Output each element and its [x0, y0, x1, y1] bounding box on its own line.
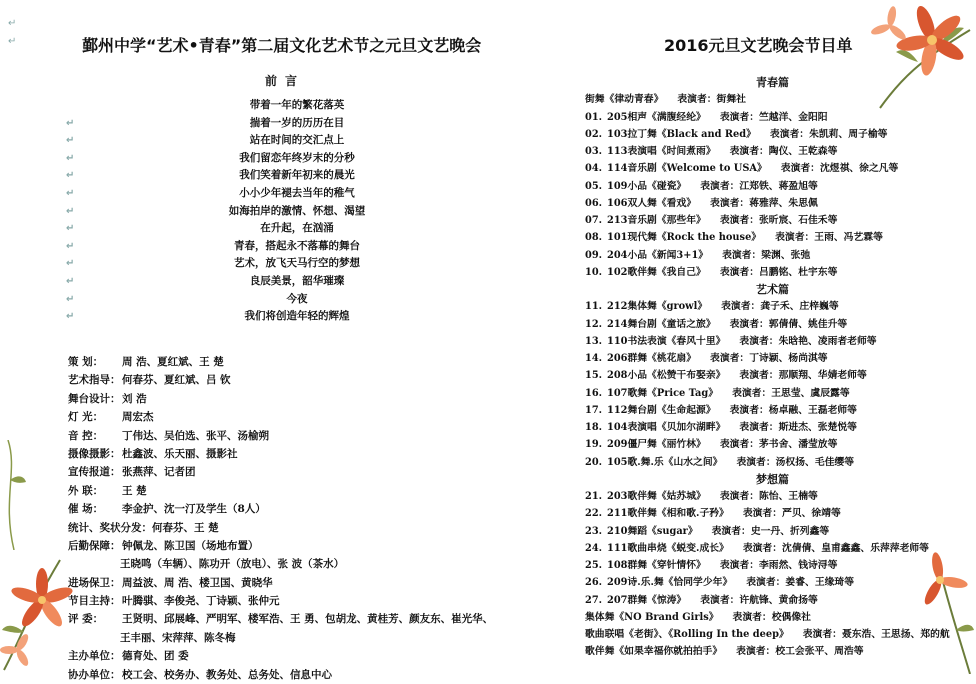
- program-item-number: 21.: [585, 491, 603, 502]
- credit-row: 评 委： 王贤明、邱展峰、严明军、楼军浩、王 勇、包胡龙、黄桂芳、颜友东、崔光华、: [68, 613, 494, 626]
- program-item-number: 18.: [585, 422, 603, 433]
- poem-line: ↵ 站在时间的交汇点上: [66, 134, 345, 147]
- program-item-title: 106双人舞《看戏》: [607, 197, 697, 209]
- poem-line: ↵ 良辰美景，韶华璀璨: [66, 274, 345, 287]
- program-item-title: 208小品《松赞干布娶亲》: [607, 370, 726, 382]
- program-item-number: 05.: [585, 180, 603, 192]
- program-item-performers: 表演者：郭倩倩、姚佳升等: [729, 318, 848, 330]
- program-item-title: 109小品《碰瓷》: [607, 180, 687, 192]
- preface-heading: 前言: [265, 74, 306, 88]
- program-item-title: 104表演唱《贝加尔湖畔》: [607, 422, 726, 433]
- program-item-title: 213音乐剧《那些年》: [607, 215, 706, 226]
- program-item-performers: 表演者：陶仪、王乾森等: [729, 146, 838, 157]
- document-title: 鄞州中学“艺术•青春”第二届文化艺术节之元旦文艺晚会: [82, 36, 482, 55]
- program-title: 2016元旦文艺晚会节目单: [664, 36, 853, 55]
- program-item-title: 110书法表演《春风十里》: [607, 335, 726, 347]
- program-item-title: 街舞《律动青春》: [585, 94, 664, 106]
- paragraph-mark-icon: ↵: [8, 36, 17, 47]
- credit-row: 宣传报道： 张燕萍、记者团: [68, 466, 196, 479]
- program-item: [585, 574, 970, 591]
- program-item-performers: 表演者：陈怡、王楠等: [719, 491, 818, 502]
- program-item-title: 102歌伴舞《我自己》: [607, 266, 706, 278]
- poem-line: ↵ 揣着一岁的历历在目: [66, 116, 345, 129]
- program-item-number: 17.: [585, 404, 603, 416]
- program-item-number: 19.: [585, 439, 603, 451]
- program-item-title: 211歌伴舞《相和歌.子矜》: [607, 508, 729, 520]
- program-item-performers: 表演者：江郑铁、蒋盈旭等: [700, 180, 818, 192]
- program-item: [585, 609, 970, 626]
- credit-row: 协办单位： 校工会、校务办、教务处、总务处、信息中心: [68, 668, 332, 681]
- program-list: [585, 74, 970, 661]
- credit-row: 主办单位： 德育处、团 委: [68, 650, 189, 663]
- program-item-performers: 表演者：校偶像社: [732, 611, 811, 623]
- program-item-performers: 表演者：蒋雅萍、朱思佩: [710, 197, 818, 209]
- program-item: [585, 178, 970, 195]
- program-item-performers: 表演者：张昕宸、石佳禾等: [719, 215, 838, 226]
- program-item: [585, 126, 970, 143]
- program-item-title: 103拉丁舞《Black and Red》: [607, 128, 756, 140]
- credit-row: 节目主持： 叶腾骐、李俊尧、丁诗颖、张仲元: [68, 595, 280, 608]
- vine-decoration-left: [0, 440, 30, 550]
- program-item: [585, 264, 970, 281]
- program-item-title: 112舞台剧《生命起源》: [607, 404, 716, 416]
- program-item-title: 209僵尸舞《丽竹林》: [607, 439, 706, 451]
- poem-line: ↵ 我们留恋年终岁末的分秒: [66, 151, 355, 164]
- program-item-number: 06.: [585, 197, 603, 209]
- program-item: [585, 402, 970, 419]
- program-section-heading: 梦想篇: [756, 472, 789, 486]
- program-item-number: 25.: [585, 560, 603, 571]
- program-item-performers: 表演者：王雨、冯艺霖等: [775, 232, 883, 244]
- program-item: [585, 488, 970, 505]
- program-item-performers: 表演者：吕鹏铭、杜宇东等: [719, 266, 838, 278]
- credit-row: 摄像摄影： 杜鑫波、乐天丽、摄影社: [68, 447, 238, 460]
- program-section-heading: 艺术篇: [756, 283, 789, 296]
- program-item-title: 204小品《新闻3+1》: [607, 249, 709, 261]
- program-item: [585, 333, 970, 350]
- poem-line: ↵ 如海拍岸的激情、怀想、渴望: [66, 204, 366, 217]
- program-item-performers: 表演者：街舞社: [677, 94, 746, 106]
- program-item-number: 23.: [585, 525, 603, 537]
- program-item-performers: 表演者：朱晗艳、凌雨者老师等: [739, 335, 877, 347]
- program-item: [585, 385, 970, 402]
- program-item: [585, 195, 970, 212]
- program-item-performers: 表演者：汤权扬、毛佳缨等: [736, 456, 855, 468]
- program-item-title: 205相声《满腹经纶》: [607, 111, 706, 123]
- program-item-title: 207群舞《惊涛》: [607, 594, 687, 606]
- program-item: [585, 350, 970, 367]
- poem-line: ↵ 今夜: [66, 292, 308, 305]
- program-item: [585, 160, 970, 177]
- program-item-title: 108群舞《穿针情怀》: [607, 560, 706, 571]
- program-item: [585, 367, 970, 384]
- program-section-heading: 青春篇: [756, 76, 789, 89]
- credit-row: 后勤保障： 钟佩龙、陈卫国（场地布置）: [68, 539, 259, 552]
- program-item: [585, 592, 970, 609]
- poem-line: ↵ 我们笑着新年初来的晨光: [66, 169, 355, 182]
- program-item: [585, 229, 970, 246]
- program-item-performers: 表演者：姜睿、王缘琦等: [746, 577, 855, 589]
- program-item-number: 24.: [585, 542, 603, 554]
- program-item-performers: 表演者：李雨然、钱诗浔等: [719, 560, 838, 571]
- program-item: [585, 523, 970, 540]
- program-item-title: 105歌.舞.乐《山水之间》: [607, 456, 723, 468]
- program-item-performers: 表演者：茅书舍、潘莹放等: [719, 439, 838, 451]
- credit-row: 进场保卫： 周益波、周 浩、楼卫国、黄晓华: [68, 576, 273, 589]
- program-item-number: 14.: [585, 353, 603, 364]
- program-item-title: 歌曲联唱《老街》、《Rolling In the deep》: [585, 629, 789, 640]
- program-item: [585, 419, 970, 436]
- program-item-performers: 表演者：沈煜祺、徐之凡等: [780, 163, 899, 175]
- program-item: [585, 91, 970, 108]
- program-item-number: 10.: [585, 266, 603, 278]
- credit-row: 艺术指导： 何春芬、夏红斌、吕 钦: [68, 374, 231, 387]
- credit-row: 音 控： 丁伟达、吴伯选、张平、汤榆朔: [68, 429, 269, 442]
- paragraph-mark-icon: ↵: [8, 18, 17, 29]
- program-item-title: 113表演唱《时间煮雨》: [607, 146, 716, 157]
- program-item-performers: 表演者：史一丹、折列鑫等: [711, 525, 830, 537]
- poem-line: ↵ 我们将创造年轻的辉煌: [66, 310, 350, 323]
- credit-row: 灯 光： 周宏杰: [68, 411, 154, 424]
- program-item-number: 03.: [585, 146, 603, 157]
- poem-line: ↵ 小小少年褪去当年的稚气: [66, 186, 355, 199]
- program-item-number: 13.: [585, 335, 603, 347]
- program-item-performers: 表演者：王思莹、虞辰露等: [732, 387, 850, 399]
- program-item-title: 212集体舞《growl》: [607, 301, 708, 313]
- program-item: [585, 454, 970, 471]
- program-item-title: 107歌舞《Price Tag》: [607, 387, 719, 399]
- program-item-number: 20.: [585, 456, 603, 468]
- program-item: [585, 298, 970, 315]
- program-item-title: 集体舞《NO Brand Girls》: [585, 611, 719, 623]
- credit-row: 王晓鸣（车辆）、陈功开（放电）、张 波（茶水）: [120, 558, 345, 571]
- program-item-performers: 表演者：严贝、徐靖等: [742, 508, 841, 520]
- staff-credits: [68, 353, 518, 684]
- credit-row: 催 场： 李金护、沈一汀及学生（8人）: [68, 503, 266, 516]
- poem-line: ↵ 青春，搭起永不落幕的舞台: [66, 239, 360, 252]
- program-item-title: 210舞蹈《sugar》: [607, 525, 698, 537]
- program-item-title: 206群舞《桃花扇》: [607, 353, 697, 364]
- program-item: [585, 540, 970, 557]
- program-item-performers: 表演者：聂东浩、王思扬、郑的航: [802, 629, 950, 640]
- program-item-number: 16.: [585, 387, 603, 399]
- program-item: [585, 557, 970, 574]
- program-item-number: 11.: [585, 301, 603, 313]
- program-item: [585, 505, 970, 522]
- poem-line: ↵ 在升起，在汹涌: [66, 222, 334, 235]
- program-item: [585, 109, 970, 126]
- program-item-performers: 表演者：斯进杰、张楚悦等: [739, 422, 857, 433]
- poem-line: ↵ 艺术，放飞天马行空的梦想: [66, 257, 360, 270]
- program-item: [585, 247, 970, 264]
- credit-row: 策 划： 周 浩、夏红斌、王 楚: [68, 356, 224, 368]
- program-item-performers: 表演者：许航锋、黄俞扬等: [700, 594, 818, 606]
- credit-row: 统计、奖状分发：何春芬、王 楚: [68, 521, 219, 534]
- program-item-number: 08.: [585, 232, 603, 244]
- program-item: [585, 436, 970, 453]
- program-item-performers: 表演者：龚子禾、庄梓巍等: [721, 301, 839, 313]
- program-item: [585, 643, 970, 660]
- poem-line: 带着一年的繁花落英: [249, 99, 345, 111]
- program-item-title: 214舞台剧《童话之旅》: [607, 318, 716, 330]
- program-item-number: 01.: [585, 111, 603, 123]
- program-item-number: 07.: [585, 215, 603, 226]
- credit-row: 王丰丽、宋萍萍、陈冬梅: [120, 631, 236, 644]
- credit-row: 舞台设计： 刘 浩: [68, 392, 147, 405]
- program-item: [585, 316, 970, 333]
- program-item-title: 209诗.乐.舞《恰同学少年》: [607, 577, 733, 589]
- program-item: [585, 626, 970, 643]
- program-item-title: 101现代舞《Rock the house》: [607, 232, 762, 244]
- program-item-title: 歌伴舞《如果幸福你就拍拍手》: [585, 646, 723, 658]
- program-item-performers: 表演者：竺越洋、金阳阳: [719, 111, 828, 123]
- program-item-title: 114音乐剧《Welcome to USA》: [607, 163, 767, 175]
- program-item-performers: 表演者：校工会张平、周浩等: [736, 646, 864, 658]
- program-item-number: 15.: [585, 370, 603, 382]
- program-item-number: 27.: [585, 594, 603, 606]
- program-item-number: 22.: [585, 508, 603, 520]
- program-item-performers: 表演者：杨卓融、王磊老师等: [729, 404, 857, 416]
- program-item: [585, 212, 970, 229]
- program-item-title: 111歌曲串烧《蜕变.成长》: [607, 542, 729, 554]
- program-item-performers: 表演者：那顺翔、华婧老师等: [739, 370, 867, 382]
- program-item-number: 02.: [585, 128, 603, 140]
- program-item-number: 09.: [585, 249, 603, 261]
- preface-poem: [62, 97, 532, 326]
- program-item-performers: 表演者：丁诗颖、杨尚淇等: [710, 353, 828, 364]
- program-item-performers: 表演者：梁渊、张弛: [722, 249, 811, 261]
- program-item-number: 12.: [585, 318, 603, 330]
- program-item: [585, 143, 970, 160]
- program-item-number: 04.: [585, 163, 603, 175]
- credit-row: 外 联： 王 楚: [68, 484, 147, 497]
- program-item-performers: 表演者：朱凯莉、周子榆等: [769, 128, 888, 140]
- program-item-performers: 表演者：沈倩倩、皇甫鑫鑫、乐萍萍老师等: [742, 542, 929, 554]
- program-item-number: 26.: [585, 577, 603, 589]
- program-item-title: 203歌伴舞《姑苏城》: [607, 491, 706, 502]
